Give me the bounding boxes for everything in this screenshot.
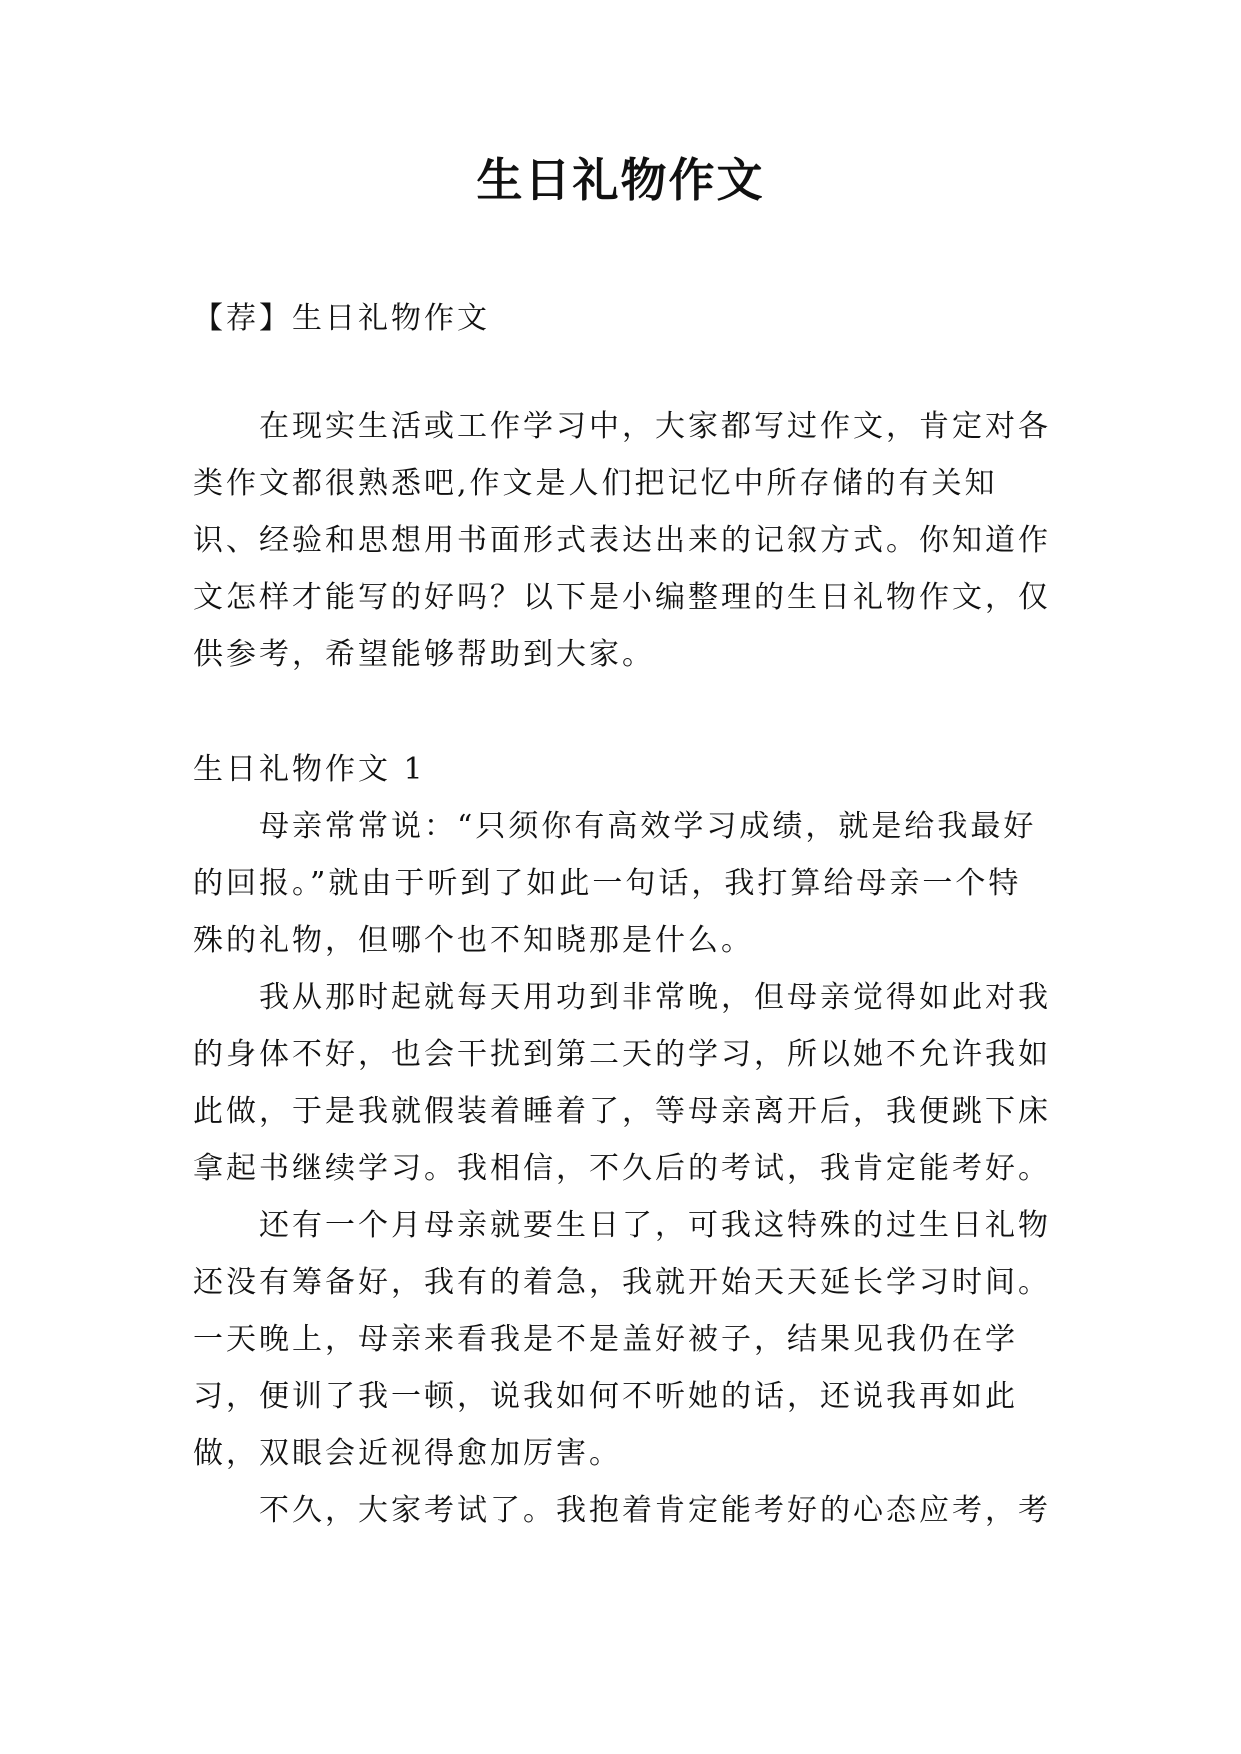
body-paragraph: 我从那时起就每天用功到非常晚，但母亲觉得如此对我的身体不好，也会干扰到第二天的学习，所以她不允许我如此做，于是我就假装着睡着了，等母亲离开后，我便跳下床拿起书继续学习。我相信，不久后的考试，我肯定能考好。: [193, 980, 1051, 1186]
intro-paragraph: 在现实生活或工作学习中，大家都写过作文，肯定对各类作文都很熟悉吧,作文是人们把记忆中所存储的有关知识、经验和思想用书面形式表达出来的记叙方式。你知道作文怎样才能写的好吗？以下是小编整理的生日礼物作文，仅供参考，希望能够帮助到大家。: [193, 409, 1051, 672]
document-title: 生日礼物作文: [476, 153, 765, 207]
section-heading: 生日礼物作文 1: [193, 752, 426, 787]
body-paragraph: 母亲常常说：“只须你有高效学习成绩，就是给我最好的回报。”就由于听到了如此一句话，我打算给母亲一个特殊的礼物，但哪个也不知晓那是什么。: [193, 809, 1037, 958]
document-body: [193, 290, 1053, 1539]
body-paragraph: 还有一个月母亲就要生日了，可我这特殊的过生日礼物还没有筹备好，我有的着急，我就开始天天延长学习时间。一天晚上，母亲来看我是不是盖好被子，结果见我仍在学习，便训了我一顿，说我如何不听她的话，还说我再如此做，双眼会近视得愈加厉害。: [193, 1208, 1051, 1471]
document-subtitle: 【荐】生日礼物作文: [193, 301, 490, 336]
body-paragraph: 不久，大家考试了。我抱着肯定能考好的心态应考，考: [259, 1493, 1051, 1528]
